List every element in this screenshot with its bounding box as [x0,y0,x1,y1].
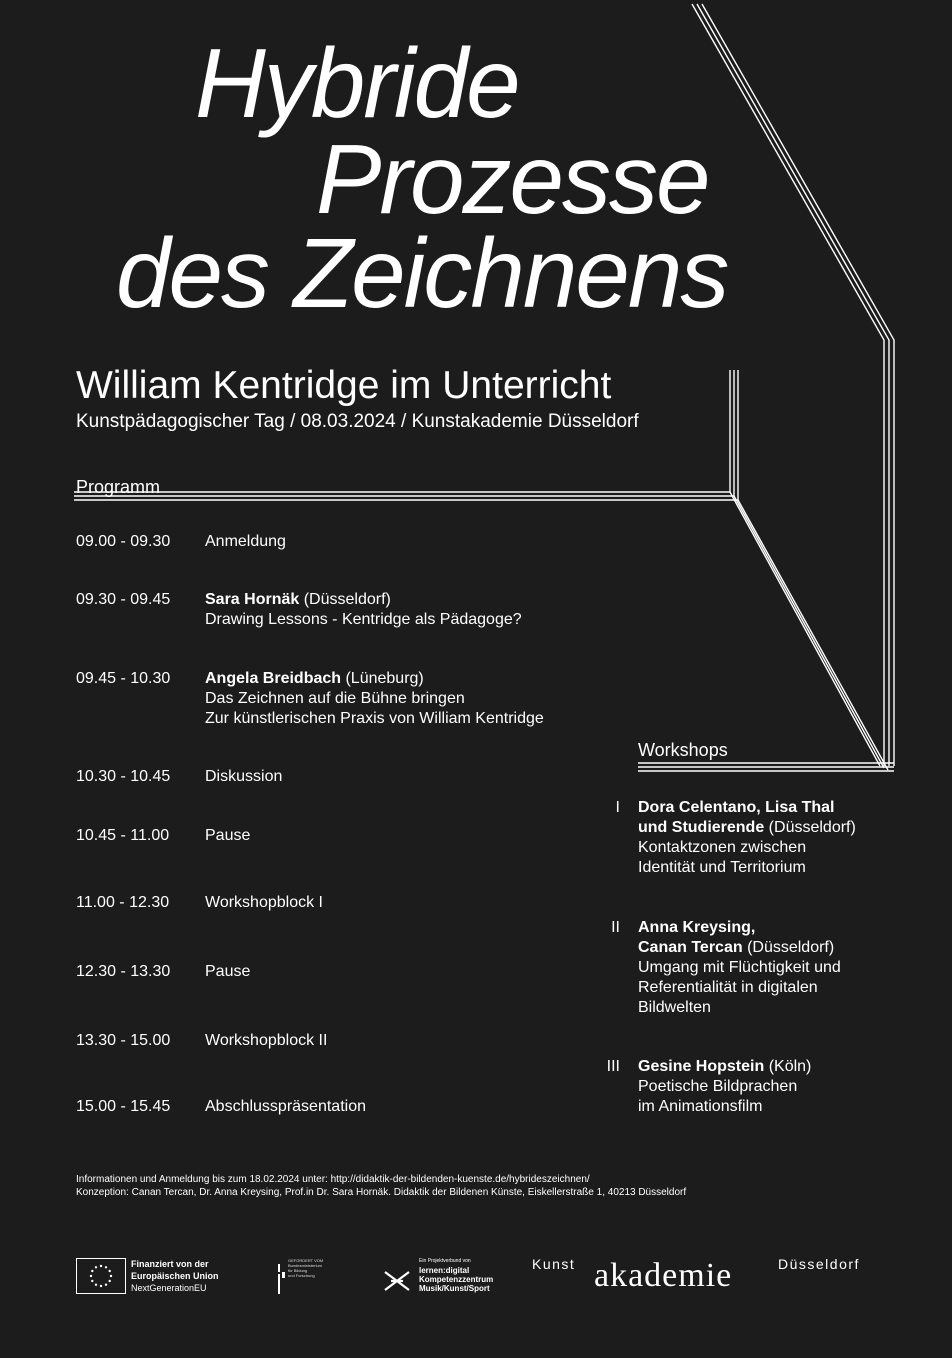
workshop-number: II [611,919,620,936]
workshop-place: (Düsseldorf) [764,819,856,836]
footer-info: Informationen und Anmeldung bis zum 18.02.2024 unter: http://didaktik-der-bildenden-kuenste.de/hybrideszeichnen/ [76,1174,590,1185]
lernen-digital-icon [383,1266,413,1296]
program-line: Diskussion [205,768,283,785]
subtitle: William Kentridge im Unterricht [76,364,612,407]
workshop-leaders: Dora Celentano, Lisa Thal [638,799,835,816]
program-line: Abschlusspräsentation [205,1098,366,1115]
ld-line: lernen:digital [419,1266,470,1275]
bmbf-text [288,1258,323,1278]
eu-flag-icon [76,1258,126,1294]
workshop-body [638,798,856,878]
workshop-place: (Köln) [764,1058,812,1075]
speaker-name: Angela Breidbach [205,670,342,687]
ld-line: Kompetenzzentrum [419,1275,494,1284]
footer-concept: Konzeption: Canan Tercan, Dr. Anna Kreysing, Prof.in Dr. Sara Hornäk. Didaktik der Bildenen Künste, Eiskellerstraße 1, 40213 Düsseldorf [76,1187,687,1198]
program-speaker-line [205,669,544,689]
kunstakademie-logo [532,1256,882,1296]
program-body [205,669,544,729]
program-body [205,1097,366,1117]
program-time: 10.30 - 10.45 [76,768,171,785]
program-time: 10.45 - 11.00 [76,827,170,844]
program-time: 15.00 - 15.45 [76,1098,171,1115]
program-body [205,826,250,846]
eu-line: Finanziert von der [131,1259,209,1269]
program-time: 09.45 - 10.30 [76,670,171,687]
program-time: 09.00 - 09.30 [76,533,171,550]
program-line: Workshopblock II [205,1032,328,1049]
bmbf-line: für Bildung [288,1268,308,1273]
program-body [205,532,286,552]
program-body [205,893,323,913]
workshop-body [638,918,841,1018]
program-heading: Programm [76,477,161,497]
workshop-line: Referentialität in digitalen [638,979,818,996]
workshops-heading: Workshops [638,740,728,760]
program-line: Zur künstlerischen Praxis von William Kentridge [205,710,544,727]
workshop-leaders-line [638,818,856,838]
workshop-body [638,1057,811,1117]
program-body [205,1031,327,1051]
program-line: Workshopblock I [205,894,323,911]
lernen-digital-text [419,1266,493,1293]
workshop-line: Identität und Territorium [638,859,806,876]
workshop-leaders: Canan Tercan [638,939,743,956]
ld-line: Musik/Kunst/Sport [419,1284,490,1293]
workshop-line: Umgang mit Flüchtigkeit und [638,959,841,976]
program-time: 12.30 - 13.30 [76,963,171,980]
program-time: 11.00 - 12.30 [76,894,170,911]
title-line-2: Prozesse [316,124,709,234]
program-line: Drawing Lessons - Kentridge als Pädagoge? [205,611,522,628]
speaker-name: Sara Hornäk [205,591,300,608]
lernen-digital-caption: Ein Projektverbund von [419,1258,471,1264]
kunstakademie-akademie: akademie [594,1257,733,1294]
eu-line: Europäischen Union [131,1271,219,1281]
program-body [205,767,282,787]
bmbf-eagle-icon [278,1264,286,1294]
workshop-line: im Animationsfilm [638,1098,763,1115]
program-time: 13.30 - 15.00 [76,1032,171,1049]
workshop-leaders: Gesine Hopstein [638,1058,765,1075]
workshop-leaders: und Studierende [638,819,765,836]
program-speaker-line [205,590,522,610]
workshop-line: Bildwelten [638,999,711,1016]
workshop-leaders-line [638,938,841,958]
eu-logo-text [131,1258,219,1294]
workshop-number: I [615,799,620,816]
speaker-place: (Lüneburg) [341,670,424,687]
bmbf-line: Bundesministerium [288,1263,323,1268]
program-line: Pause [205,963,251,980]
program-line: Anmeldung [205,533,286,550]
kunstakademie-duesseldorf: Düsseldorf [778,1256,860,1272]
program-body [205,962,250,982]
kunstakademie-kunst: Kunst [532,1256,576,1272]
program-time: 09.30 - 09.45 [76,591,171,608]
eu-line: NextGenerationEU [131,1283,207,1293]
bmbf-line: GEFÖRDERT VOM [288,1258,324,1263]
workshop-number: III [606,1058,620,1075]
workshop-leaders: Anna Kreysing, [638,919,756,936]
event-info: Kunstpädagogischer Tag / 08.03.2024 / Kunstakademie Düsseldorf [76,411,639,432]
program-body [205,590,522,630]
workshop-leaders-line [638,1057,811,1077]
program-line: Das Zeichnen auf die Bühne bringen [205,690,465,707]
program-line: Pause [205,827,251,844]
workshop-line: Kontaktzonen zwischen [638,839,807,856]
speaker-place: (Düsseldorf) [299,591,391,608]
title-line-1: Hybride [195,28,519,138]
bmbf-line: und Forschung [288,1273,315,1278]
title-line-3: des Zeichnens [116,218,728,328]
workshop-place: (Düsseldorf) [742,939,835,956]
workshop-line: Poetische Bildprachen [638,1078,798,1095]
